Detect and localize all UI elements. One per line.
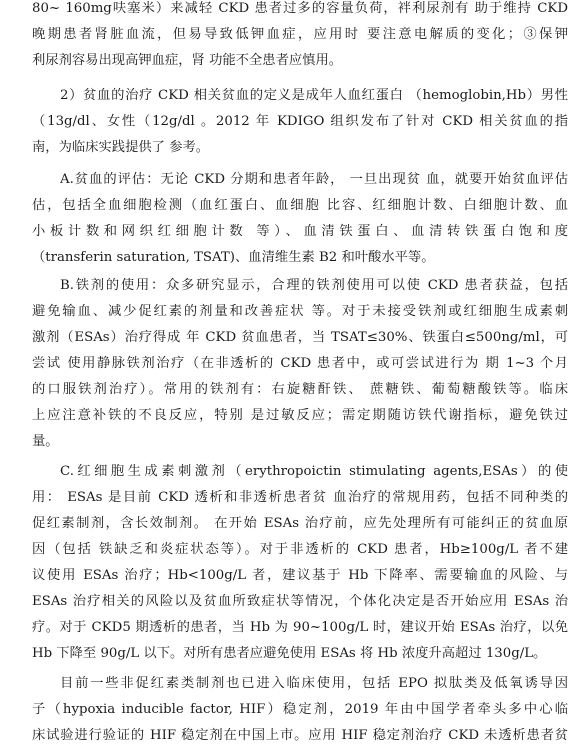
text-line: 用： ESAs 是目前 CKD 透析和非透析患者贫 血治疗的常规用药，包括不同种类的 xyxy=(32,490,568,505)
text-line: ESAs 治疗相关的风险以及贫血所致症状等情况，个体化决定是否开始应用 ESAs 治 xyxy=(32,594,568,609)
text-line: 南，为临床实践提供了 参考。 xyxy=(32,140,210,155)
text-line: Hb 下降至 90g/L 以下。对所有患者应避免使用 ESAs 将 Hb 浓度升高超过 130g/L。 xyxy=(32,646,547,661)
text-line: 因（包括 铁缺乏和炎症状态等）。对于非透析的 CKD 患者，Hb≥100g/L 者不建 xyxy=(32,542,568,557)
text-line: 疗。对于 CKD5 期透析的患者，当 Hb 为 90~100g/L 时，建议开始 ESAs 治疗，以免 xyxy=(32,620,568,635)
text-line: 避免输血、减少促红素的剂量和改善症状 等。对于未接受铁剂或红细胞生成素刺 xyxy=(32,304,568,319)
text-line: （13g/dl、女性（12g/dl 。2012 年 KDIGO 组织发布了针对 CKD 相关贫血的指 xyxy=(32,114,568,129)
paragraph-iron-therapy xyxy=(0,273,586,455)
text-line: 晚期患者肾脏血流，但易导致低钾血症，应用时 要注意电解质的变化；③保钾 xyxy=(32,27,568,42)
text-line: B.铁剂的使用：众多研究显示，合理的铁剂使用可以使 CKD 患者获益，包括 xyxy=(60,278,568,293)
text-line: 小板计数和网织红细胞计数 等）、血清铁蛋白、血清转铁蛋白饱和度 xyxy=(32,224,568,239)
text-line: C.红细胞生成素刺激剂（erythropoictin stimulating agents,ESAs）的使 xyxy=(60,464,568,479)
text-line: 子（hypoxia inducible factor, HIF）稳定剂，2019 年由中国学者牵头多中心临 xyxy=(32,702,568,717)
paragraph-hif-stabilizers xyxy=(0,671,586,749)
text-line: A.贫血的评估：无论 CKD 分期和患者年龄， 一旦出现贫 血，就要开始贫血评估 xyxy=(60,172,568,187)
paragraph-diuretics xyxy=(0,0,586,74)
text-line: 尝试 使用静脉铁剂治疗（在非透析的 CKD 患者中，或可尝试进行为 期 1~3 个月 xyxy=(32,356,568,371)
text-line: 80~ 160mg呋塞米）来减轻 CKD 患者过多的容量负荷，袢利尿剂有 助于维持 CKD xyxy=(32,1,568,16)
text-line: 激剂（ESAs）治疗得成 年 CKD 贫血患者，当 TSAT≤30%、铁蛋白≤500ng/ml，可 xyxy=(32,330,568,345)
paragraph-anemia-assessment xyxy=(0,167,586,271)
text-line: 目前一些非促红素类制剂也已进入临床使用，包括 EPO 拟肽类及低氧诱导因 xyxy=(60,676,568,691)
paragraph-anemia-definition xyxy=(0,83,586,161)
text-line: 量。 xyxy=(32,434,59,449)
text-line: 上应注意补铁的不良反应，特别 是过敏反应；需定期随访铁代谢指标，避免铁过 xyxy=(32,408,568,423)
text-line: 的口服铁剂治疗）。常用的铁剂有：右旋糖酐铁、 蔗糖铁、葡萄糖酸铁等。临床 xyxy=(32,382,568,397)
text-line: 2）贫血的治疗 CKD 相关贫血的定义是成年人血红蛋白 （hemoglobin,Hb）男性 xyxy=(60,88,568,103)
text-line: 估，包括全血细胞检测（血红蛋白、血细胞 比容、红细胞计数、白细胞计数、血 xyxy=(32,198,568,213)
text-line: 促红素制剂，含长效制剂。 在开始 ESAs 治疗前，应先处理所有可能纠正的贫血原 xyxy=(32,516,568,531)
text-line: 议使用 ESAs 治疗；Hb<100g/L 者，建议基于 Hb 下降率、需要输血的风险、与 xyxy=(32,568,568,583)
paragraph-esas xyxy=(0,459,586,667)
text-line: （transferin saturation, TSAT)、血清维生素 B2 和叶酸水平等。 xyxy=(32,250,435,265)
text-line: 利尿剂容易出现高钾血症，肾 功能不全患者应慎用。 xyxy=(32,53,343,68)
text-line: 床试验进行验证的 HIF 稳定剂在中国上市。应用 HIF 稳定剂治疗 CKD 未透析患者贫 xyxy=(32,728,568,743)
